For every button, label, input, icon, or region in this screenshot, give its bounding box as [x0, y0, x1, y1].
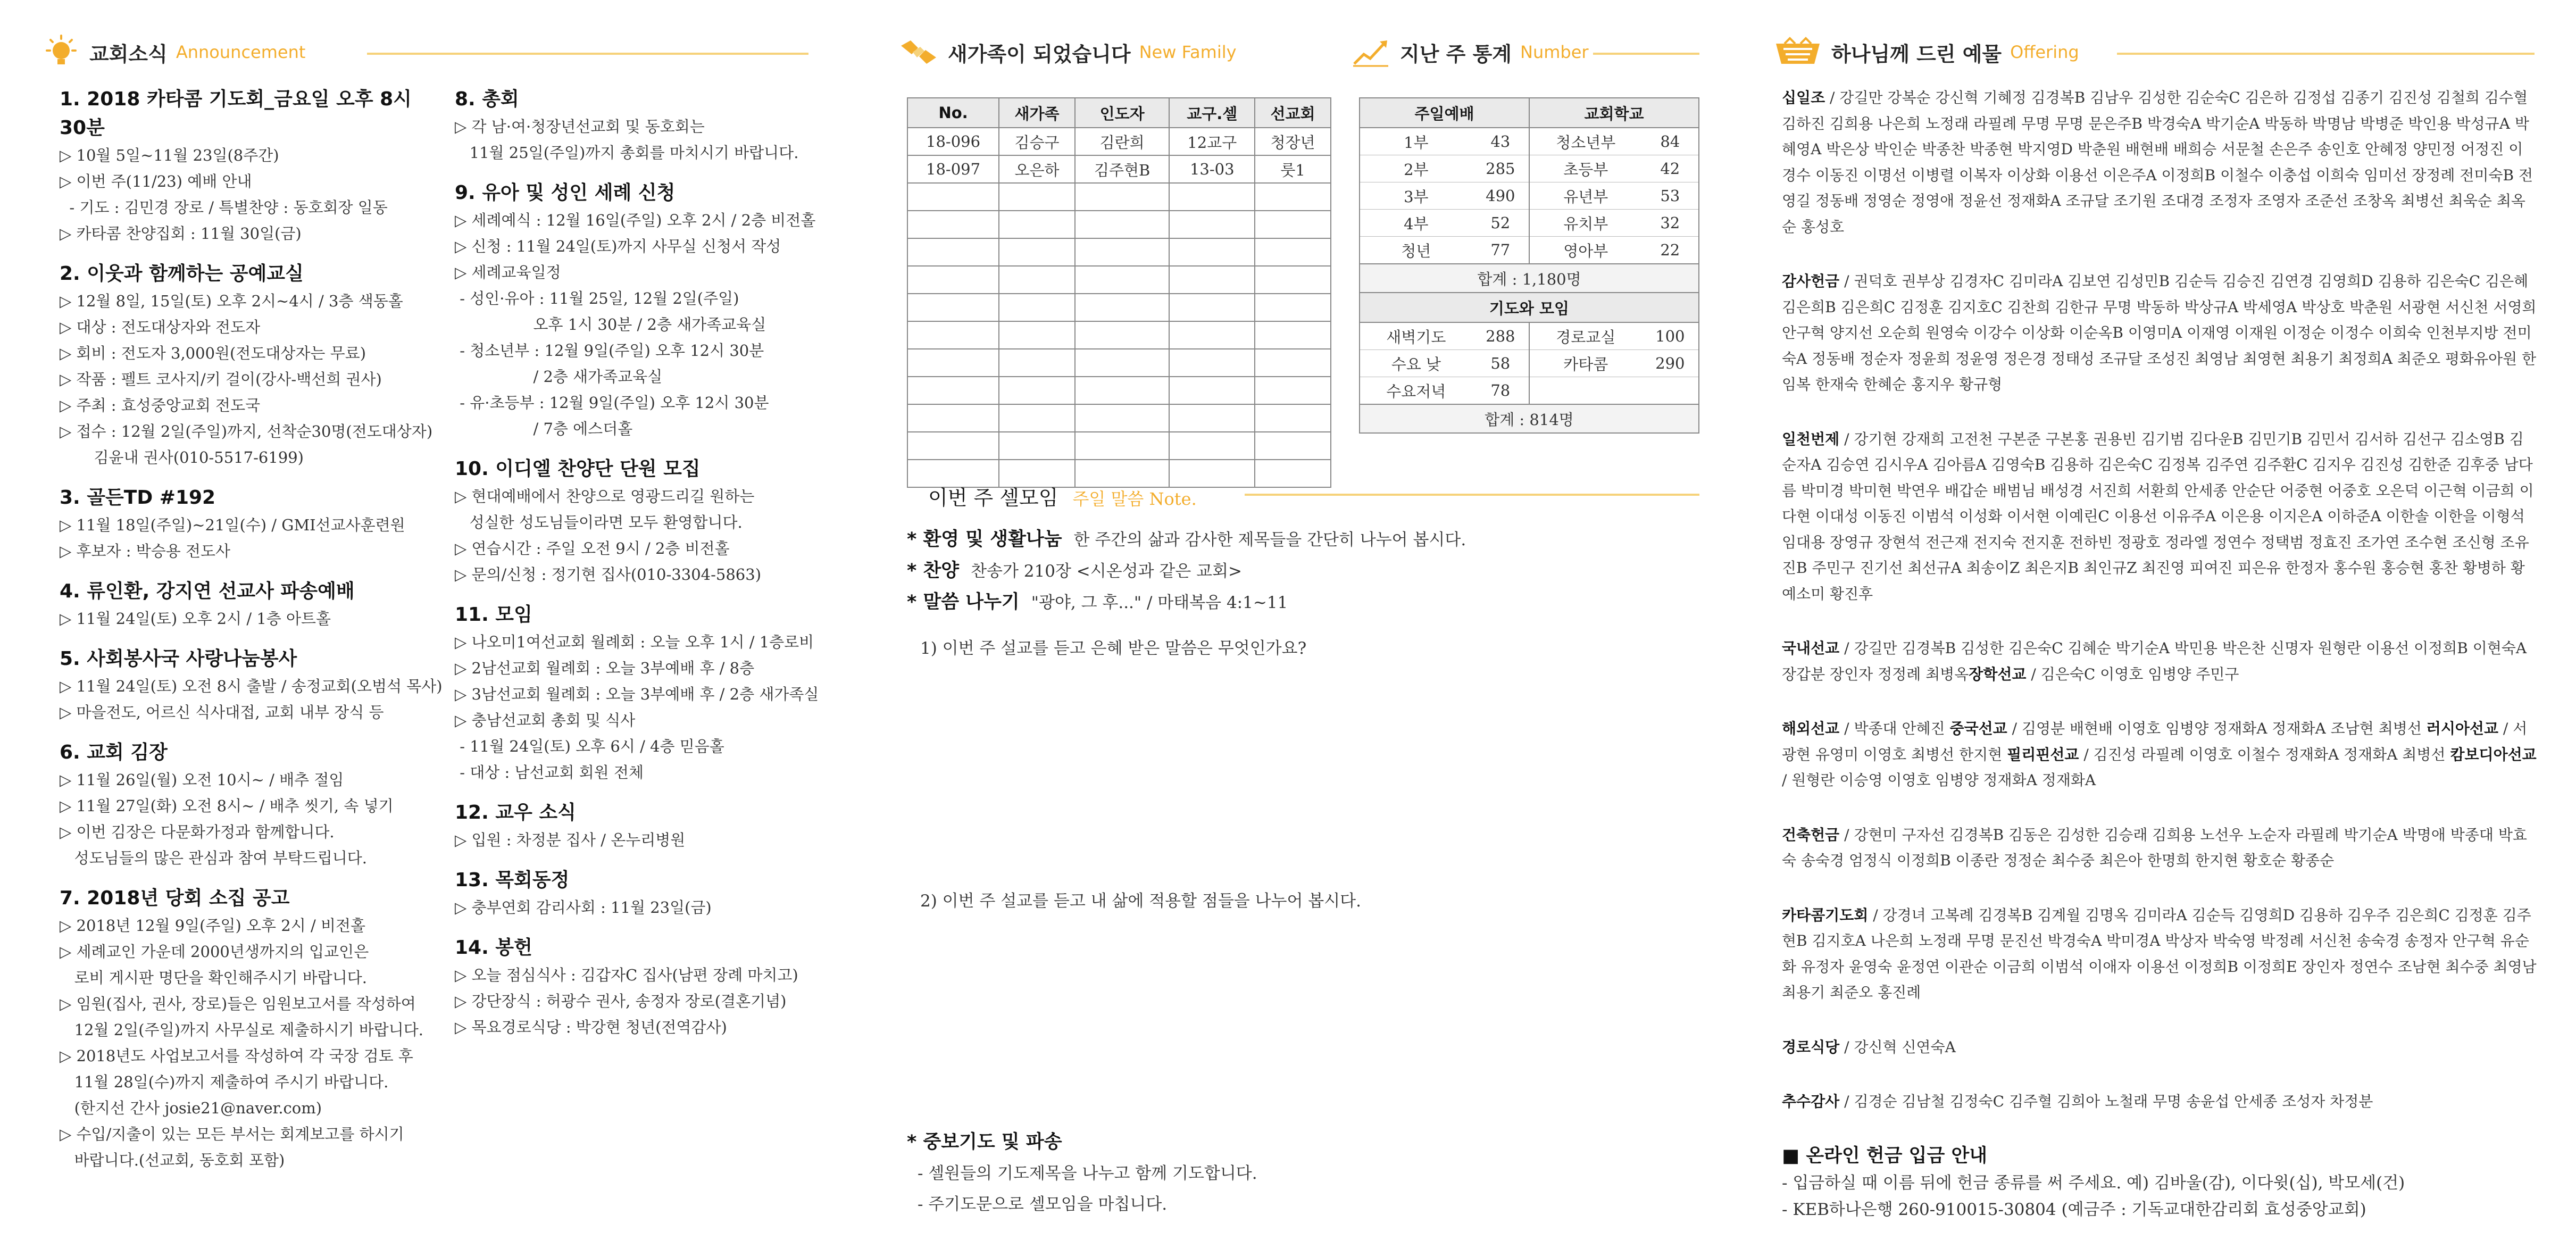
cell-note: 주일 말씀 Note.: [1072, 489, 1197, 509]
newfamily-empty-cell: [999, 211, 1075, 238]
announcement-line: ▷ 연습시간 : 주일 오전 9시 / 2층 비전홀: [455, 539, 730, 557]
stats-title: 지난 주 통계: [1400, 42, 1512, 66]
online-offering-title: ■ 온라인 헌금 입금 안내: [1782, 1145, 1988, 1167]
announcement-line: ▷ 충남선교회 총회 및 식사: [455, 711, 636, 729]
newfamily-empty-cell: [1169, 211, 1255, 238]
offering-category: 필리핀선교: [2007, 745, 2079, 763]
newfamily-empty-cell: [1169, 377, 1255, 404]
announcement-line: ▷ 이번 주(11/23) 예배 안내: [60, 172, 252, 190]
stats-cell: 43: [1472, 128, 1529, 155]
newfamily-empty-cell: [1075, 294, 1169, 321]
announcement-line: ▷ 3남선교회 월례회 : 오늘 3부예배 후 / 2층 새가족실: [455, 685, 819, 703]
cell-items: [907, 524, 1466, 618]
stats-cell: 77: [1472, 237, 1529, 264]
announcement-line: ▷ 11월 24일(토) 오전 8시 출발 / 송정교회(오범석 목사): [60, 677, 443, 695]
offering-basket-icon: [1774, 36, 1822, 68]
announcement-heading: 14. 봉헌: [455, 937, 532, 959]
offering-block: [1782, 427, 2537, 607]
stats-cell: 1부: [1360, 128, 1472, 155]
stats-rule: [1593, 53, 1699, 55]
newfamily-empty-cell: [1075, 349, 1169, 377]
newfamily-empty-cell: [1075, 377, 1169, 404]
announcement-heading: 1. 2018 카타콤 기도회_금요일 오후 8시 30분: [60, 88, 412, 139]
newfamily-empty-cell: [1075, 211, 1169, 238]
stats-cell: 2부: [1360, 155, 1472, 182]
stats-header-row: [1360, 293, 1699, 322]
newfamily-empty-cell: [1075, 432, 1169, 460]
announcement-line: ▷ 목요경로식당 : 박강현 청년(전역감사): [455, 1018, 727, 1036]
newfamily-empty-cell: [1255, 460, 1331, 487]
offering-eng: Offering: [2010, 42, 2079, 62]
stats-section-header: 교회학교: [1529, 98, 1699, 128]
newfamily-cell: 18-097: [907, 155, 999, 183]
newfamily-empty-cell: [1255, 211, 1331, 238]
stats-total: 합계 : 814명: [1360, 404, 1699, 433]
announcement-heading: 3. 골든TD #192: [60, 487, 216, 509]
newfamily-empty-row: [907, 211, 1331, 238]
newfamily-empty-cell: [1255, 432, 1331, 460]
newfamily-empty-cell: [1169, 238, 1255, 266]
newfamily-empty-cell: [907, 211, 999, 238]
stats-cell: 53: [1642, 182, 1699, 210]
lightbulb-icon: [43, 34, 80, 71]
chart-trend-icon: [1351, 36, 1390, 68]
stats-cell: 290: [1642, 350, 1699, 377]
offering-block: [1782, 1035, 2537, 1061]
offering-category: 국내선교: [1782, 639, 1840, 657]
newfamily-empty-cell: [1075, 183, 1169, 211]
newfamily-row: [907, 128, 1331, 155]
newfamily-empty-cell: [1255, 238, 1331, 266]
offering-category: 경로식당: [1782, 1038, 1840, 1056]
prayer-title: * 중보기도 및 파송: [907, 1131, 1062, 1153]
stats-row: [1360, 128, 1699, 155]
stats-row: [1360, 155, 1699, 182]
newfamily-header: [899, 31, 1237, 73]
announcement-line: ▷ 11월 18일(주일)~21일(수) / GMI선교사훈련원: [60, 516, 405, 534]
announcement-heading: 6. 교회 김장: [60, 742, 168, 763]
newfamily-empty-cell: [999, 266, 1075, 294]
announcement-line: 11월 25일(주일)까지 총회를 마치시기 바랍니다.: [455, 144, 799, 162]
stats-cell: 수요저녁: [1360, 377, 1472, 405]
announcement-line: ▷ 11월 27일(화) 오전 8시~ / 배추 씻기, 속 넣기: [60, 797, 394, 815]
announcement-line: ▷ 오늘 점심식사 : 김갑자C 집사(남편 장례 마치고): [455, 966, 798, 984]
offering-names: / 강신혁 신연숙A: [1839, 1038, 1956, 1056]
announcement-line: 12월 2일(주일)까지 사무실로 제출하시기 바랍니다.: [60, 1021, 423, 1039]
stats-row: [1360, 322, 1699, 350]
stats-cell: 유치부: [1529, 210, 1642, 237]
newfamily-empty-row: [907, 432, 1331, 460]
newfamily-empty-row: [907, 183, 1331, 211]
stats-cell: 285: [1472, 155, 1529, 182]
announcement-line: ▷ 카타콤 찬양집회 : 11월 30일(금): [60, 224, 302, 243]
stats-cell: 카타콤: [1529, 350, 1642, 377]
cell-item-label: * 환영 및 생활나눔: [907, 529, 1062, 550]
offering-names: / 서광현 유영미 이영호 최병선 한지현: [1782, 720, 2528, 763]
announcement-line: ▷ 11월 26일(월) 오전 10시~ / 배추 절임: [60, 771, 344, 789]
offering-names: / 김은숙C 이영호 임병양 주민구: [2026, 665, 2239, 683]
announcement-line: ▷ 2018년도 사업보고서를 작성하여 각 국장 검토 후: [60, 1047, 413, 1065]
announcement-line: 김윤내 권사(010-5517-6199): [60, 448, 304, 467]
newfamily-title: 새가족이 되었습니다: [948, 42, 1131, 66]
cell-item-text: "광야, 그 후..." / 마태복음 4:1~11: [1031, 593, 1288, 612]
stats-eng: Number: [1520, 42, 1589, 62]
announcement-column-1: [60, 85, 443, 1173]
newfamily-empty-cell: [907, 404, 999, 432]
newfamily-empty-cell: [1075, 238, 1169, 266]
announcement-heading: 11. 모임: [455, 604, 532, 626]
newfamily-empty-row: [907, 404, 1331, 432]
newfamily-empty-cell: [1169, 404, 1255, 432]
newfamily-empty-cell: [999, 238, 1075, 266]
newfamily-cell: 청장년: [1255, 128, 1331, 155]
newfamily-row: [907, 155, 1331, 183]
offering-block: [1782, 822, 2537, 874]
newfamily-column-header: 교구.셀: [1169, 98, 1255, 128]
stats-cell: 3부: [1360, 182, 1472, 210]
offering-category: 십일조: [1782, 89, 1825, 106]
offering-category: 러시아선교: [2426, 720, 2499, 737]
announcement-line: - 대상 : 남선교회 회원 전체: [455, 763, 644, 781]
cell-item-text: 한 주간의 삶과 감사한 제목들을 간단히 나누어 봅시다.: [1073, 530, 1466, 550]
stats-cell: 영아부: [1529, 237, 1642, 264]
announcement-heading: 8. 총회: [455, 88, 519, 110]
newfamily-cell: 김주현B: [1075, 155, 1169, 183]
announcement-line: ▷ 대상 : 전도대상자와 전도자: [60, 318, 261, 336]
announcement-line: - 기도 : 김민경 장로 / 특별찬양 : 동호회장 일동: [60, 198, 388, 217]
newfamily-cell: 룻1: [1255, 155, 1331, 183]
stats-row: [1360, 182, 1699, 210]
offering-category: 중국선교: [1949, 720, 2007, 737]
offering-category: 장학선교: [1969, 665, 2027, 683]
newfamily-empty-cell: [1075, 404, 1169, 432]
newfamily-cell: 김승구: [999, 128, 1075, 155]
stats-cell: 초등부: [1529, 155, 1642, 182]
announcement-rule: [367, 53, 808, 55]
cell-rule: [1245, 494, 1699, 496]
announcement-line: - 유·초등부 : 12월 9일(주일) 오후 12시 30분: [455, 394, 769, 412]
cell-item-text: 찬송가 210장 <시온성과 같은 교회>: [971, 562, 1242, 581]
stats-cell: 경로교실: [1529, 322, 1642, 350]
stats-total-row: [1360, 264, 1699, 293]
offering-names: / 권덕호 권부상 김경자C 김미라A 김보연 김성민B 김순득 김승진 김연경 김영희D 김용하 김은숙C 김은혜 김은희B 김은희C 김정훈 김지호C 김찬희 김한규 무명 박동하 박상규A 박세영A 박상호 박춘원 서광현 서신천 서영희 안구혁 양지선 오순희 원영숙 이강수 이상화 이순옥B 이영미A 이재영 이재원 이정순 이정수 이희숙 인천부지방 전미숙A 정동배 정순자 정윤희 정윤영 정은경 정태성 조규달 조성진 최영남 최영현 최용기 최정희A 최준오 평화유아원 한임복 한재숙 한혜순 홍지우 황규형: [1782, 272, 2537, 393]
newfamily-cell: 13-03: [1169, 155, 1255, 183]
stats-cell: 288: [1472, 322, 1529, 350]
announcement-line: ▷ 이번 김장은 다문화가정과 함께합니다.: [60, 823, 335, 841]
stats-section-header: 주일예배: [1360, 98, 1529, 128]
newfamily-empty-row: [907, 377, 1331, 404]
newfamily-empty-cell: [999, 321, 1075, 349]
stats-total-row: [1360, 404, 1699, 433]
offering-category: 감사헌금: [1782, 272, 1840, 290]
newfamily-empty-cell: [907, 432, 999, 460]
offering-names: / 강길만 강복순 강신혁 기혜정 김경복B 김남우 김성한 김순숙C 김은하 김정섭 김종기 김진성 김철희 김수혈 김하진 김희용 나은희 노정래 라필례 무명 무명 문은주B 박경숙A 박기순A 박동하 박명남 박병준 박인용 박성규A 박혜영A 박은상 박인순 박종찬 박종현 박지영D 박춘원 배현배 배희승 서문철 손은주 송인호 안혜정 양민정 어정진 이경수 이동진 이명선 이병렬 이복자 이상화 이용선 이은주A 이정희B 이철수 이충섭 이희숙 임미선 장정례 전미숙B 전영길 정동배 정영순 정영애 정윤선 정재화A 조규달 조기원 조대경 조정자 조영자 조준선 조창옥 최병선 최욱순 최옥순 홍성호: [1782, 89, 2533, 236]
announcement-line: ▷ 마을전도, 어르신 식사대접, 교회 내부 장식 등: [60, 703, 384, 721]
newfamily-empty-cell: [999, 377, 1075, 404]
newfamily-empty-cell: [907, 321, 999, 349]
offering-block: [1782, 636, 2537, 687]
offering-names: / 강현미 구자선 김경복B 김동은 김성한 김승래 김희용 노선우 노순자 라필례 박기순A 박명애 박종대 박효숙 송숙경 엄정식 이정희B 이종란 정정순 최수중 최은아 한명희 한지현 황호순 황종순: [1782, 826, 2527, 869]
newfamily-empty-cell: [907, 349, 999, 377]
stats-cell: 78: [1472, 377, 1529, 405]
offering-rule: [2117, 53, 2535, 55]
announcement-line: / 2층 새가족교육실: [455, 368, 663, 386]
newfamily-column-header: 인도자: [1075, 98, 1169, 128]
newfamily-empty-row: [907, 294, 1331, 321]
offering-category: 일천번제: [1782, 430, 1840, 448]
cell-item: [907, 587, 1466, 618]
announcement-heading: 2. 이웃과 함께하는 공예교실: [60, 263, 304, 285]
offering-header: [1774, 31, 2079, 73]
stats-total: 합계 : 1,180명: [1360, 264, 1699, 293]
announcement-line: ▷ 작품 : 펠트 코사지/키 걸이(강사-백선희 권사): [60, 370, 382, 388]
offering-category: 카타콤기도회: [1782, 906, 1869, 924]
stats-row: [1360, 210, 1699, 237]
offering-names: / 박종대 안혜진: [1839, 720, 1950, 737]
offering-names: / 김경순 김남철 김정숙C 김주혈 김희아 노철래 무명 송윤섭 안세종 조성자 차정분: [1839, 1093, 2373, 1110]
announcement-line: 성실한 성도님들이라면 모두 환영합니다.: [455, 513, 743, 531]
announcement-line: 바랍니다.(선교회, 동호회 포함): [60, 1151, 285, 1169]
newfamily-empty-cell: [907, 266, 999, 294]
newfamily-empty-row: [907, 349, 1331, 377]
stats-cell: 32: [1642, 210, 1699, 237]
offering-names: / 김진성 라필례 이영호 이철수 정재화A 정재화A 최병선: [2079, 745, 2450, 763]
stats-row: [1360, 237, 1699, 264]
announcement-heading: 12. 교우 소식: [455, 802, 576, 823]
announcement-eng: Announcement: [176, 42, 306, 62]
announcement-heading: 9. 유아 및 성인 세례 신청: [455, 182, 676, 204]
offering-list: [1782, 85, 2537, 1144]
announcement-line: ▷ 접수 : 12월 2일(주일)까지, 선착순30명(전도대상자): [60, 422, 433, 440]
stats-header: [1351, 31, 1589, 73]
newfamily-eng: New Family: [1139, 42, 1237, 62]
stats-header-row: [1360, 98, 1699, 128]
stats-cell: 청소년부: [1529, 128, 1642, 155]
cell-header: [928, 481, 1197, 511]
announcement-line: ▷ 후보자 : 박승용 전도사: [60, 542, 231, 560]
newfamily-empty-cell: [999, 349, 1075, 377]
stats-cell: 유년부: [1529, 182, 1642, 210]
newfamily-empty-cell: [907, 294, 999, 321]
announcement-line: 로비 게시판 명단을 확인해주시기 바랍니다.: [60, 969, 367, 987]
announcement-line: ▷ 임원(집사, 권사, 장로)들은 임원보고서를 작성하여: [60, 995, 416, 1013]
announcement-line: ▷ 10월 5일~11월 23일(8주간): [60, 146, 279, 164]
offering-category: 캄보디아선교: [2450, 745, 2537, 763]
stats-cell: 84: [1642, 128, 1699, 155]
prayer-section: [907, 1127, 1257, 1220]
announcement-line: ▷ 2018년 12월 9일(주일) 오후 2시 / 비전홀: [60, 917, 365, 935]
announcement-line: ▷ 문의/신청 : 정기현 집사(010-3304-5863): [455, 565, 762, 584]
announcement-line: ▷ 입원 : 차정분 집사 / 온누리병원: [455, 831, 686, 849]
announcement-line: ▷ 12월 8일, 15일(토) 오후 2시~4시 / 3층 색동홀: [60, 292, 403, 310]
announcement-line: ▷ 회비 : 전도자 3,000원(전도대상자는 무료): [60, 344, 366, 362]
prayer-line-2: - 주기도문으로 셀모임을 마칩니다.: [918, 1195, 1168, 1214]
newfamily-empty-cell: [1169, 183, 1255, 211]
newfamily-empty-cell: [1255, 404, 1331, 432]
newfamily-empty-cell: [1169, 266, 1255, 294]
announcement-line: ▷ 주최 : 효성중앙교회 전도국: [60, 396, 261, 414]
announcement-line: ▷ 충부연회 감리사회 : 11월 23일(금): [455, 898, 712, 917]
offering-names: / 원형란 이승영 이영호 임병양 정재화A 정재화A: [1782, 771, 2096, 789]
newfamily-empty-cell: [1169, 349, 1255, 377]
announcement-line: ▷ 강단장식 : 허광수 권사, 송정자 장로(결혼기념): [455, 992, 787, 1010]
newfamily-empty-row: [907, 238, 1331, 266]
newfamily-empty-cell: [1255, 377, 1331, 404]
stats-row: [1360, 377, 1699, 405]
newfamily-empty-cell: [907, 238, 999, 266]
stats-cell: 4부: [1360, 210, 1472, 237]
prayer-line-1: - 셀원들의 기도제목을 나누고 함께 기도합니다.: [918, 1164, 1257, 1183]
newfamily-empty-cell: [1255, 183, 1331, 211]
announcement-line: ▷ 현대예배에서 찬양으로 영광드리길 원하는: [455, 487, 755, 505]
announcement-heading: 7. 2018년 당회 소집 공고: [60, 887, 290, 909]
stats-cell: 새벽기도: [1360, 322, 1472, 350]
announcement-title: 교회소식: [89, 42, 168, 66]
newfamily-cell: 12교구: [1169, 128, 1255, 155]
handshake-icon: [899, 36, 938, 68]
announcement-line: ▷ 나오미1여선교회 월례회 : 오늘 오후 1시 / 1층로비: [455, 633, 814, 651]
announcement-line: ▷ 2남선교회 월례회 : 오늘 3부예배 후 / 8층: [455, 659, 755, 677]
announcement-line: ▷ 수입/지출이 있는 모든 부서는 회계보고를 하시기: [60, 1125, 404, 1143]
stats-cell: 58: [1472, 350, 1529, 377]
announcement-line: 오후 1시 30분 / 2층 새가족교육실: [455, 315, 766, 334]
announcement-line: 성도님들의 많은 관심과 참여 부탁드립니다.: [60, 849, 367, 867]
offering-category: 건축헌금: [1782, 826, 1840, 844]
offering-category: 해외선교: [1782, 720, 1840, 737]
newfamily-empty-cell: [1075, 321, 1169, 349]
newfamily-column-header: 선교회: [1255, 98, 1331, 128]
stats-cell: 수요 낮: [1360, 350, 1472, 377]
newfamily-cell: 김란희: [1075, 128, 1169, 155]
cell-item-label: * 말씀 나누기: [907, 592, 1020, 613]
newfamily-empty-cell: [999, 183, 1075, 211]
newfamily-empty-cell: [1255, 349, 1331, 377]
offering-block: [1782, 85, 2537, 240]
online-offering-guide: [1782, 1143, 2405, 1223]
newfamily-empty-cell: [999, 404, 1075, 432]
announcement-heading: 13. 목회동정: [455, 869, 570, 891]
newfamily-cell: 오은하: [999, 155, 1075, 183]
announcement-line: ▷ 11월 24일(토) 오후 2시 / 1층 아트홀: [60, 610, 331, 628]
announcement-line: - 성인·유아 : 11월 25일, 12월 2일(주일): [455, 289, 739, 307]
offering-names: / 강기현 강재희 고전천 구본준 구본홍 권용빈 김기범 김다운B 김민기B 김민서 김서하 김선구 김소영B 김순자A 김승연 김시우A 김아름A 김영숙B 김용하 김은숙C 김정복 김주연 김주환C 김지우 김진성 김한준 김후중 남다름 박미경 박미현 박연우 배갑순 배범님 배성경 서진희 서환희 안세종 안순단 어중현 어중호 오은덕 이근혁 이금희 이다현 이대성 이동진 이범석 이성화 이서현 이예린C 이용선 이유주A 이은용 이지은A 이하준A 이한솔 이한을 이형석 임대용 장영규 장현석 전근재 전지숙 전지훈 전하빈 정광호 정라엘 정연수 정택범 정효진 조가연 조수현 조신형 조유진B 주민구 진기선 최선규A 최송이Z 최은지B 최인규Z 최진영 피여진 피은유 한정자 홍수원 홍승현 홍찬 황병하 황예소미 황진후: [1782, 430, 2534, 603]
announcement-line: ▷ 각 남·여·청장년선교회 및 동호회는: [455, 118, 705, 136]
offering-category: 추수감사: [1782, 1093, 1840, 1110]
question-1: 1) 이번 주 설교를 듣고 은혜 받은 말씀은 무엇인가요?: [920, 639, 1307, 658]
newfamily-empty-cell: [1169, 294, 1255, 321]
announcement-line: ▷ 세례예식 : 12월 16일(주일) 오후 2시 / 2층 비전홀: [455, 211, 816, 229]
announcement-line: ▷ 세례교인 가운데 2000년생까지의 입교인은: [60, 943, 369, 961]
stats-cell: 22: [1642, 237, 1699, 264]
announcement-line: 11월 28일(수)까지 제출하여 주시기 바랍니다.: [60, 1073, 389, 1091]
announcement-heading: 4. 류인환, 강지연 선교사 파송예배: [60, 580, 355, 602]
offering-names: / 강길만 김경복B 김성한 김은숙C 김혜순 박기순A 박민용 박은찬 신명자 원형란 이용선 이정희B 이현숙A 장갑분 장인자 정정례 최병옥: [1782, 639, 2527, 683]
question-2: 2) 이번 주 설교를 듣고 내 삶에 적용할 점들을 나누어 봅시다.: [920, 892, 1361, 911]
newfamily-empty-cell: [1255, 321, 1331, 349]
stats-cell: 42: [1642, 155, 1699, 182]
announcement-heading: 10. 이디엘 찬양단 단원 모집: [455, 458, 701, 480]
newfamily-empty-cell: [1255, 294, 1331, 321]
newfamily-empty-cell: [1169, 321, 1255, 349]
newfamily-column-header: No.: [907, 98, 999, 128]
online-offering-line-1: - 입금하실 때 이름 뒤에 헌금 종류를 써 주세요. 예) 김바울(감), 이다윗(십), 박모세(건): [1782, 1173, 2405, 1193]
announcement-line: ▷ 신청 : 11월 24일(토)까지 사무실 신청서 작성: [455, 237, 781, 255]
stats-cell: 100: [1642, 322, 1699, 350]
announcement-line: (한지선 간사 josie21@naver.com): [60, 1099, 322, 1117]
offering-block: [1782, 716, 2537, 794]
offering-block: [1782, 1089, 2537, 1115]
online-offering-line-2: - KEB하나은행 260-910015-30804 (예금주 : 기독교대한감리회 효성중앙교회): [1782, 1200, 2366, 1219]
stats-section-header: 기도와 모임: [1360, 293, 1699, 322]
announcement-line: / 7층 에스더홀: [455, 420, 633, 438]
stats-cell: [1642, 377, 1699, 405]
cell-item: [907, 555, 1466, 587]
announcement-line: - 청소년부 : 12월 9일(주일) 오후 12시 30분: [455, 342, 764, 360]
announcement-line: - 11월 24일(토) 오후 6시 / 4층 믿음홀: [455, 737, 724, 755]
announcement-header: [43, 31, 305, 73]
offering-names: / 강경녀 고복례 김경복B 김계월 김명옥 김미라A 김순득 김영희D 김용하 김우주 김은희C 김정훈 김주현B 김지호A 나은희 노정래 무명 문진선 박경숙A 박미경A 박상자 박숙영 박정례 서신천 송숙경 송정자 안구혁 유순화 유정자 윤영숙 윤정연 이관순 이금희 이범석 이애자 이용선 이정희B 이정희E 장인자 정연수 조남현 최수중 최영남 최용기 최준오 홍진례: [1782, 906, 2537, 1001]
newfamily-cell: 18-096: [907, 128, 999, 155]
newfamily-empty-cell: [907, 183, 999, 211]
stats-cell: 490: [1472, 182, 1529, 210]
newfamily-table: [907, 97, 1331, 488]
offering-names: / 김영분 배현배 이영호 임병양 정재화A 정재화A 조남현 최병선: [2007, 720, 2427, 737]
newfamily-empty-row: [907, 266, 1331, 294]
announcement-column-2: [455, 85, 838, 1040]
cell-item-label: * 찬양: [907, 560, 960, 581]
newfamily-empty-cell: [907, 377, 999, 404]
stats-cell: 청년: [1360, 237, 1472, 264]
newfamily-empty-row: [907, 321, 1331, 349]
newfamily-empty-cell: [1169, 432, 1255, 460]
stats-row: [1360, 350, 1699, 377]
newfamily-empty-cell: [1255, 266, 1331, 294]
stats-table: [1359, 97, 1699, 434]
newfamily-empty-cell: [999, 294, 1075, 321]
stats-cell: 52: [1472, 210, 1529, 237]
newfamily-column-header: 새가족: [999, 98, 1075, 128]
cell-title: 이번 주 셀모임: [928, 486, 1058, 510]
announcement-heading: 5. 사회봉사국 사랑나눔봉사: [60, 648, 297, 670]
stats-cell: [1529, 377, 1642, 405]
offering-block: [1782, 903, 2537, 1006]
newfamily-empty-cell: [1075, 266, 1169, 294]
offering-block: [1782, 269, 2537, 398]
offering-title: 하나님께 드린 예물: [1831, 42, 2002, 66]
newfamily-empty-cell: [999, 432, 1075, 460]
cell-item: [907, 524, 1466, 555]
announcement-line: ▷ 세례교육일정: [455, 263, 561, 281]
